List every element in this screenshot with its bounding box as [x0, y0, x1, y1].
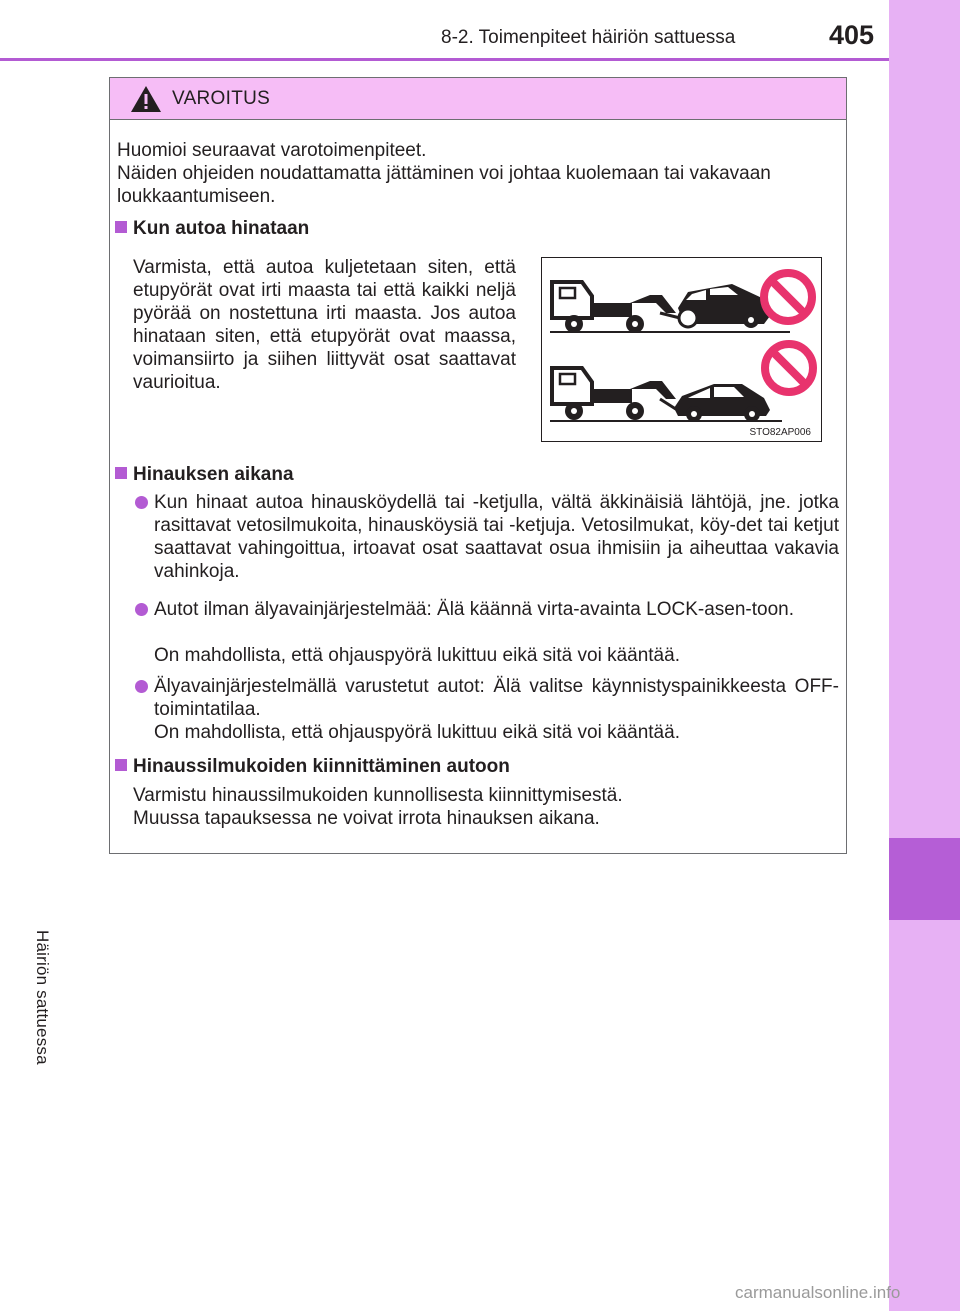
square-bullet-icon [115, 759, 127, 771]
towing-illustration [541, 257, 822, 442]
bullet-note-smart-key: On mahdollista, että ohjauspyörä lukittuu eikä sitä voi kääntää. [154, 722, 680, 743]
page-number: 405 [829, 20, 875, 50]
bullet-note-key: On mahdollista, että ohjauspyörä lukittuu eikä sitä voi kääntää. [154, 645, 680, 666]
towing-text: Varmista, että autoa kuljetetaan siten, että etupyörät ovat irti maasta tai että kaikki neljä pyörää on nostettuna irti maasta. Jos autoa hinataan siten, että etupyörät ovat maassa, voimansiirto ja siihen liittyvät osat saattavat vaurioitua. [133, 257, 516, 393]
square-bullet-icon [115, 467, 127, 479]
chapter-side-tab [889, 0, 960, 1311]
round-bullet-icon [135, 680, 148, 693]
illustration-code: STO82AP006 [749, 427, 811, 438]
warning-title: VAROITUS [172, 88, 271, 109]
bullet-text-smart-key: Älyavainjärjestelmällä varustetut autot: Älä valitse käynnistyspainikkeesta OFF-toimintatilaa. [154, 676, 839, 720]
warning-header [110, 78, 846, 120]
round-bullet-icon [135, 496, 148, 509]
round-bullet-icon [135, 603, 148, 616]
car-icon [678, 284, 770, 328]
chapter-number-box [889, 838, 960, 920]
prohibition-sign-icon [764, 273, 812, 321]
car-icon [674, 384, 770, 422]
chapter-number: 8 [30, 866, 41, 885]
header-divider [0, 58, 889, 61]
warning-intro-1: Huomioi seuraavat varotoimenpiteet. [117, 140, 427, 161]
bullet-text-rope: Kun hinaat autoa hinausköydellä tai -ketjulla, vältä äkkinäisiä lähtöjä, jne. jotka rasittavat vetosilmukoita, hinausköysiä tai -ketjuja. Vetosilmukat, köy-det tai ketjut saattavat vahingoittua, irtoavat osat saattavat osua ihmisiin ja aiheuttaa vakavia vahinkoja. [154, 492, 839, 582]
watermark: carmanualsonline.info [735, 1283, 901, 1302]
eyelet-text-2: Muussa tapauksessa ne voivat irrota hinauksen aikana. [133, 808, 600, 829]
section-heading-towing-eyelets: Hinaussilmukoiden kiinnittäminen autoon [115, 755, 837, 778]
bullet-text-key: Autot ilman älyavainjärjestelmää: Älä käännä virta-avainta LOCK-asen-toon. [154, 599, 794, 620]
tow-truck-illustration [542, 258, 821, 441]
section-heading-towing: Kun autoa hinataan [115, 217, 837, 240]
square-bullet-icon [115, 221, 127, 233]
prohibition-sign-icon [765, 344, 813, 392]
section-title: 8-2. Toimenpiteet häiriön sattuessa [441, 27, 736, 48]
warning-triangle-icon [130, 85, 162, 113]
chapter-label: Häiriön sattuessa [33, 930, 52, 1065]
eyelet-text-1: Varmistu hinaussilmukoiden kunnollisesta kiinnittymisestä. [133, 785, 623, 806]
warning-intro-2: Näiden ohjeiden noudattamatta jättäminen voi johtaa kuolemaan tai vakavaan loukkaantumiseen. [117, 163, 771, 207]
section-heading-during-towing: Hinauksen aikana [115, 463, 837, 486]
